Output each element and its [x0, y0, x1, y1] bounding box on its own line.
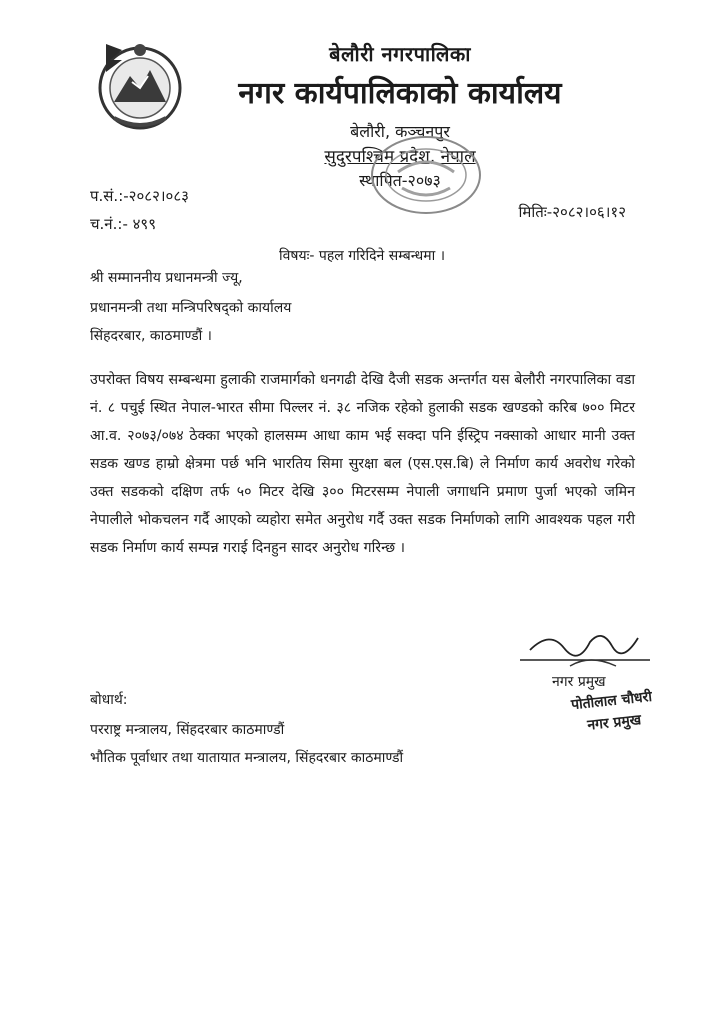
signatory-title: नगर प्रमुख [552, 674, 606, 690]
cc-item: भौतिक पूर्वाधार तथा यातायात मन्त्रालय, सिंहदरबार काठमाण्डौं [90, 750, 404, 766]
office-location: बेलौरी, कञ्चनपुर [350, 122, 450, 141]
addressee-line: प्रधानमन्त्री तथा मन्त्रिपरिषद्को कार्यालय [90, 300, 292, 316]
office-name: नगर कार्यपालिकाको कार्यालय [238, 76, 562, 111]
addressee-line: श्री सम्माननीय प्रधानमन्त्री ज्यू, [90, 270, 243, 286]
nepal-emblem-icon [92, 36, 188, 136]
signatory-name: पोतीलाल चौधरी [570, 688, 653, 714]
municipality-name: बेलौरी नगरपालिका [329, 42, 471, 66]
letter-body: उपरोक्त विषय सम्बन्धमा हुलाकी राजमार्गको धनगढी देखि दैजी सडक अन्तर्गत यस बेलौरी नगरपालिका वडा नं. ८ पचुई स्थित नेपाल-भारत सीमा पिल्लर नं. ३८ नजिक रहेको हुलाकी सडक खण्डको करिब ७०० मिटर आ.व. २०७३/०७४ ठेक्का भएको हालसम्म आधा काम भई सक्दा पनि ईस्ट्रिप नक्साको आधार मानी उक्त सडक खण्ड हाम्रो क्षेत्रमा पर्छ भनि भारतिय सिमा सुरक्षा बल (एस.एस.बि) ले निर्माण कार्य अवरोध गरेको उक्त सडकको दक्षिण तर्फ ५० मिटर देखि ३०० मिटरसम्म नेपाली जगाधनि प्रमाण पुर्जा भएको जमिन नेपालीले भोकचलन गर्दै आएको व्यहोरा समेत अनुरोध गर्दै उक्त सडक निर्माणको लागि आवश्यक पहल गरी सडक निर्माण कार्य सम्पन्न गराई दिनहुन सादर अनुरोध गरिन्छ । [90, 372, 635, 556]
signature-icon [520, 620, 660, 672]
office-province: सुदुरपश्चिम प्रदेश, नेपाल [324, 147, 476, 167]
dispatch-number: च.नं.:- ४९९ [90, 215, 157, 233]
office-stamp-icon [368, 132, 484, 218]
cc-heading: बोधार्थ: [90, 692, 128, 708]
letter-subject: विषयः- पहल गरिदिने सम्बन्धमा । [278, 248, 446, 264]
established-year: स्थापित-२०७३ [359, 171, 441, 190]
signature-block [520, 620, 670, 734]
signatory-stamp-title: नगर प्रमुख [586, 712, 642, 734]
letter-number: प.सं.:-२०८२।०८३ [90, 187, 189, 205]
addressee-line: सिंहदरबार, काठमाण्डौं । [90, 328, 212, 344]
letter-date: मितिः-२०८२।०६।१२ [518, 203, 626, 221]
cc-item: परराष्ट्र मन्त्रालय, सिंहदरबार काठमाण्डौं [90, 722, 285, 738]
